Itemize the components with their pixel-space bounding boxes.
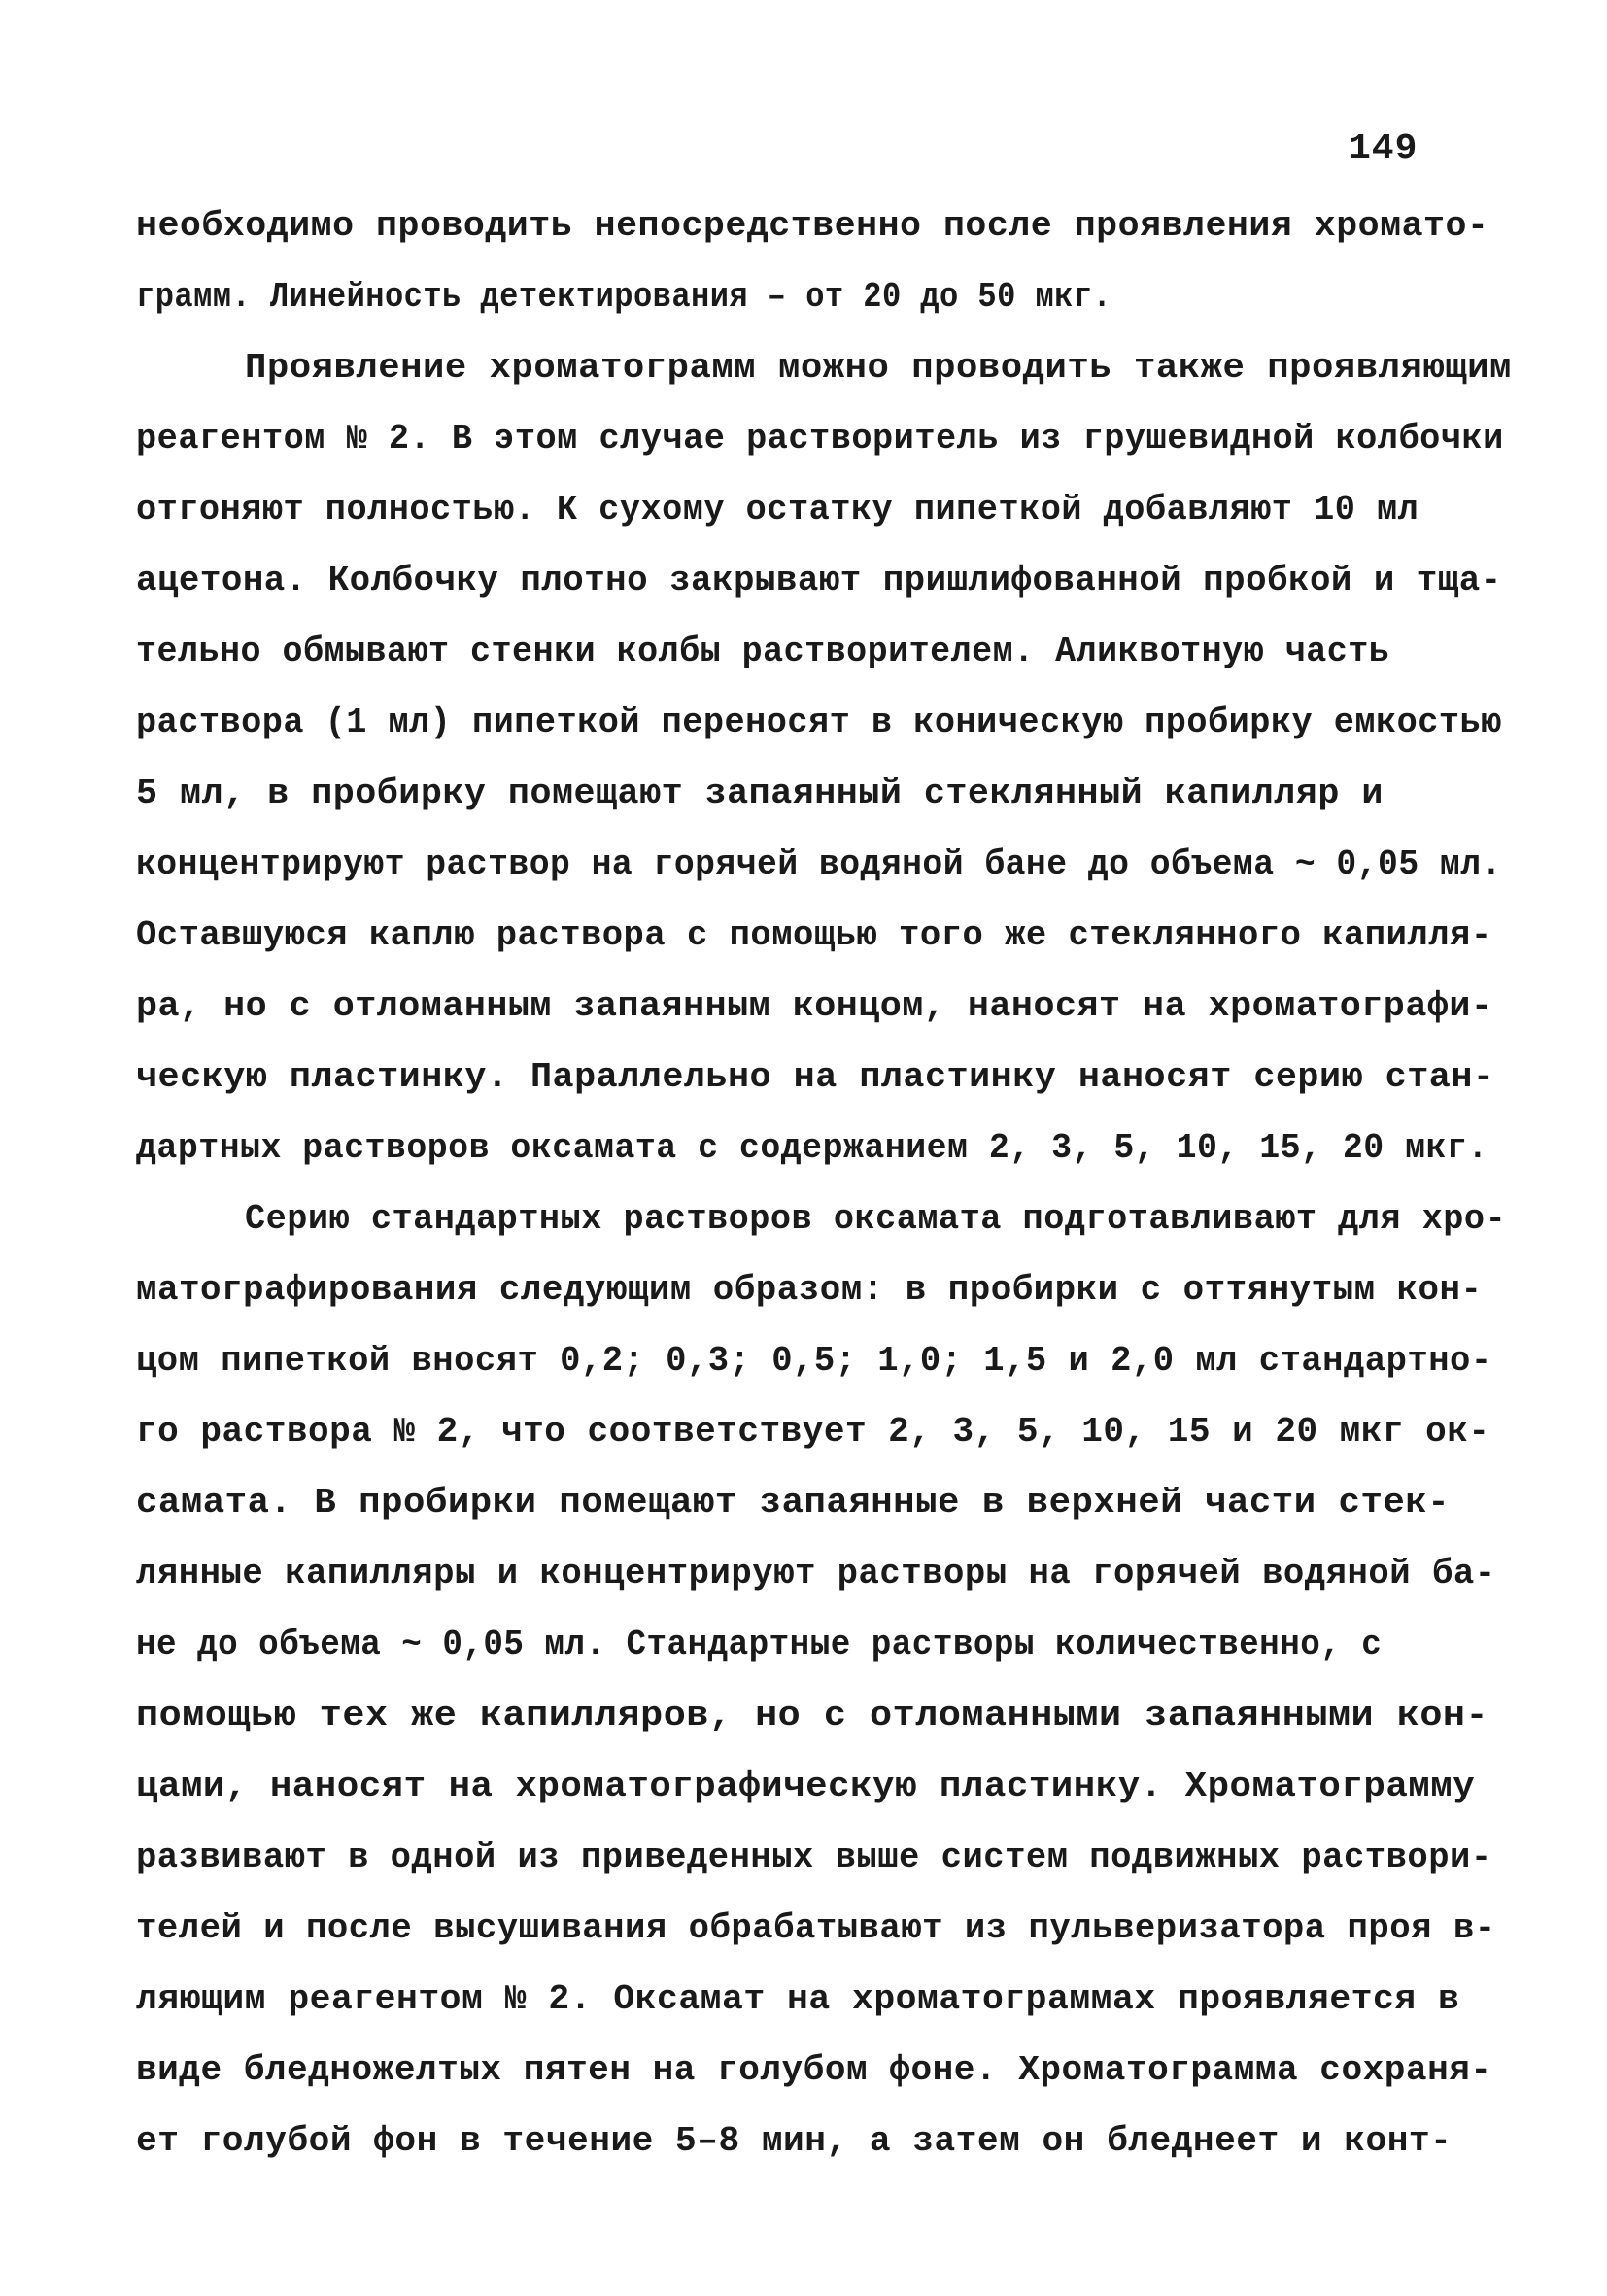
- page-number: 149: [1349, 128, 1419, 170]
- text-line: реагентом № 2. В этом случае растворитель из грушевидной колбочки: [136, 419, 1504, 459]
- text-line: не до объема ~ 0,05 мл. Стандартные растворы количественно, с: [136, 1625, 1383, 1664]
- text-line: отгоняют полностью. К сухому остатку пипеткой добавляют 10 мл: [136, 490, 1419, 530]
- text-line: лянные капилляры и концентрируют растворы на горячей водяной ба-: [136, 1554, 1496, 1593]
- text-line: Оставшуюся каплю раствора с помощью того же стеклянного капилля-: [136, 915, 1492, 955]
- text-line: ет голубой фон в течение 5–8 мин, а затем он бледнеет и конт-: [136, 2121, 1453, 2161]
- text-line: 5 мл, в пробирку помещают запаянный стеклянный капилляр и: [136, 773, 1384, 813]
- text-line: развивают в одной из приведенных выше систем подвижных раствори-: [136, 1837, 1492, 1877]
- text-line: цами, наносят на хроматографическую пластинку. Хроматограмму: [136, 1766, 1476, 1806]
- text-line: дартных растворов оксамата с содержанием 2, 3, 5, 10, 15, 20 мкг.: [136, 1128, 1488, 1168]
- text-line: го раствора № 2, что соответствует 2, 3, 5, 10, 15 и 20 мкг ок-: [136, 1412, 1490, 1452]
- text-line: самата. В пробирки помещают запаянные в верхней части стек-: [136, 1483, 1451, 1523]
- text-line: тельно обмывают стенки колбы растворителем. Аликвотную часть: [136, 632, 1390, 671]
- text-line: Проявление хроматограмм можно проводить также проявляющим: [245, 348, 1512, 388]
- text-line: ческую пластинку. Параллельно на пластинку наносят серию стан-: [136, 1057, 1495, 1097]
- text-line: помощью тех же капилляров, но с отломанными запаянными кон-: [136, 1696, 1489, 1735]
- text-line: виде бледножелтых пятен на голубом фоне. Хроматограмма сохраня-: [136, 2050, 1492, 2090]
- text-line: Серию стандартных растворов оксамата подготавливают для хро-: [245, 1199, 1507, 1239]
- text-line: раствора (1 мл) пипеткой переносят в коническую пробирку емкостью: [136, 703, 1502, 742]
- text-line: грамм. Линейность детектирования – от 20 до 50 мкг.: [136, 277, 1112, 317]
- text-line: матографирования следующим образом: в пробирки с оттянутым кон-: [136, 1270, 1483, 1310]
- text-line: концентрируют раствор на горячей водяной бане до объема ~ 0,05 мл.: [136, 844, 1502, 884]
- text-line: ра, но с отломанным запаянным концом, наносят на хроматографи-: [136, 986, 1493, 1026]
- text-line: телей и после высушивания обрабатывают из пульверизатора проя в-: [136, 1908, 1496, 1948]
- text-line: ляющим реагентом № 2. Оксамат на хроматограммах проявляется в: [136, 1979, 1460, 2019]
- text-line: ацетона. Колбочку плотно закрывают пришлифованной пробкой и тща-: [136, 561, 1502, 600]
- text-line: цом пипеткой вносят 0,2; 0,3; 0,5; 1,0; 1,5 и 2,0 мл стандартно-: [136, 1341, 1492, 1381]
- text-line: необходимо проводить непосредственно после проявления хромато-: [136, 206, 1489, 246]
